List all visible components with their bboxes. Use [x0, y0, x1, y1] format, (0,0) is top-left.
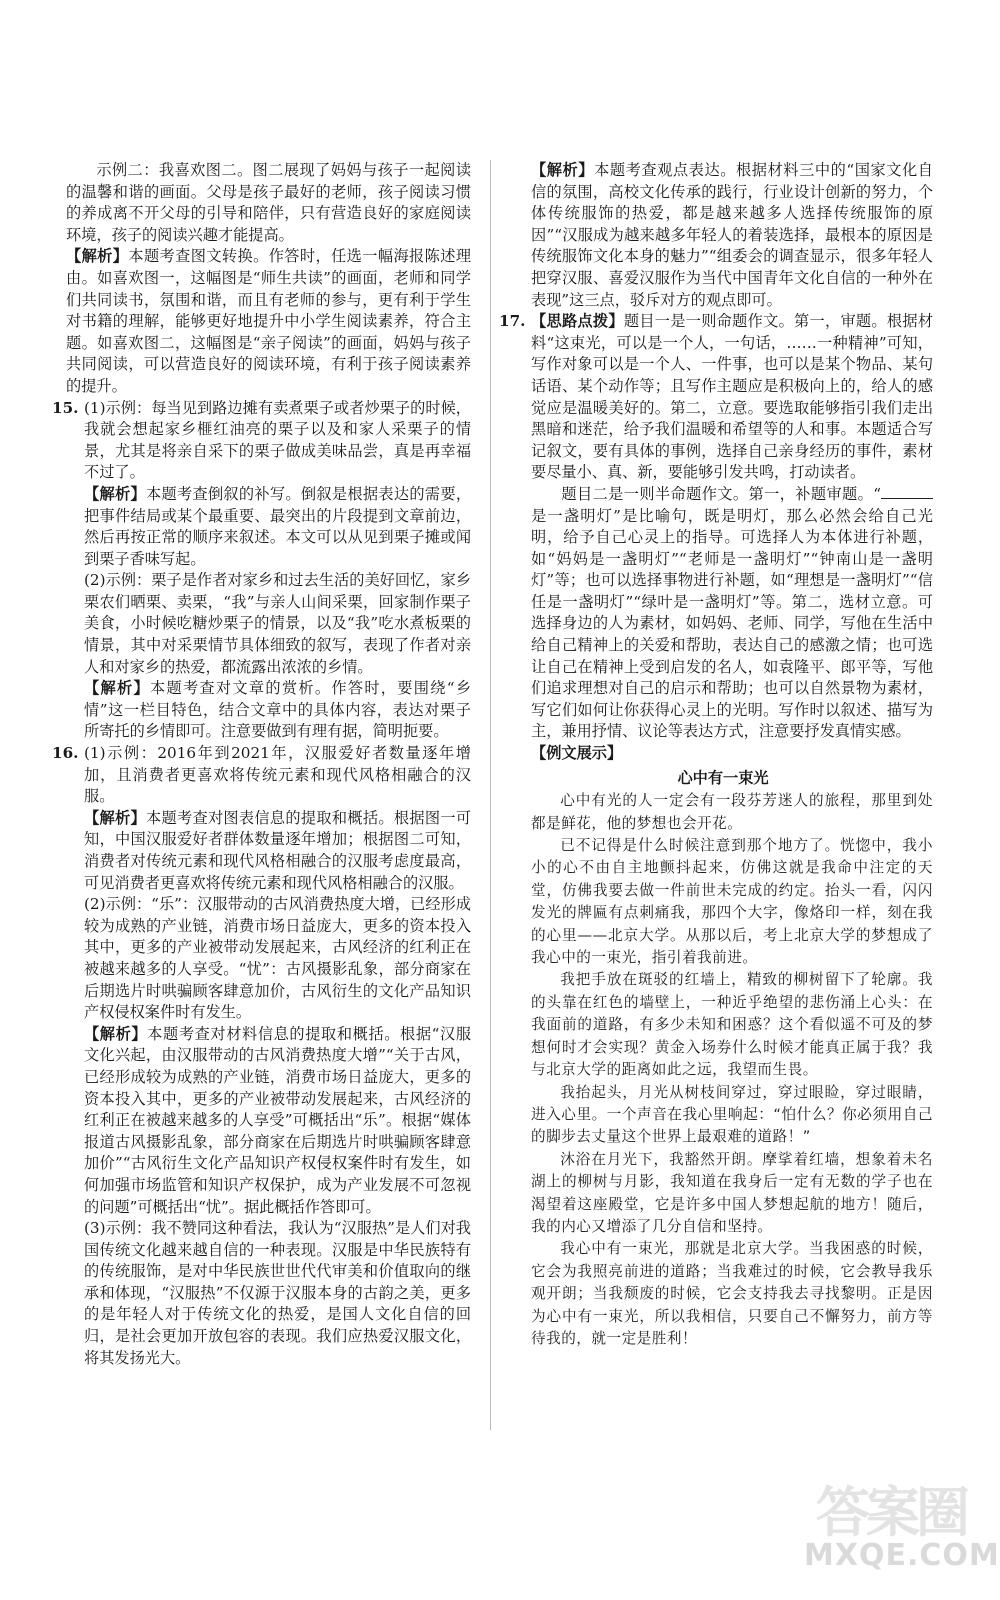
question-number: 17.: [499, 312, 526, 331]
analysis-text: 本题考查对图表信息的提取和概括。根据图一可知，中国汉服爱好者群体数量逐年增加；根据图二可知，消费者对传统元素和现代风格相融合的汉服考虑度最高，可见消费者更喜欢将传统元素和现代风格相融合的汉服。: [84, 808, 471, 892]
q15-part2-answer: (2)示例：栗子是作者对家乡和过去生活的美好回忆，家乡栗农们晒栗、卖栗，“我”与亲人山间采栗，回家制作栗子美食，小时候吃糖炒栗子的情景，以及“我”吃水煮板栗的情景，其中对采栗情节具体细致的叙写，表现了作者对亲人和对家乡的热爱，都流露出浓浓的乡情。: [84, 571, 471, 676]
essay-paragraph: 沐浴在月光下，我豁然开朗。摩挲着红墙，想象着未名湖上的柳树与月影，我知道在我身后一定有无数的学子也在渴望着这座殿堂，它是许多中国人梦想起航的地方！随后，我的内心又增添了几分自信和坚持。: [531, 1150, 933, 1235]
essay-paragraph: 我抬起头，月光从树枝间穿过，穿过眼睑，穿过眼睛，进入心里。一个声音在我心里响起：“怕什么？你必须用自己的脚步去丈量这个世界上最艰难的道路！”: [531, 1083, 933, 1146]
analysis-tag: 【解析】: [84, 808, 146, 827]
q16-part2-answer: (2)示例：“乐”：汉服带动的古风消费热度大增，已经形成较为成熟的产业链，消费市场日益庞大，更多的资本投入其中，更多的产业被带动发展起来，古风经济的红利正在被越来越多的人享受。“忧”：古风摄影乱象，部分商家在后期选片时哄骗顾客肆意加价，古风衍生的文化产品知识产权侵权案件时有发生。: [84, 895, 471, 1022]
column-divider: [490, 160, 491, 1430]
q16-part1-answer: (1)示例：2016年到2021年，汉服爱好者数量逐年增加，且消费者更喜欢将传统元素和现代风格相融合的汉服。: [84, 744, 471, 806]
analysis-text: 本题考查图文转换。作答时，任选一幅海报陈述理由。如喜欢图一，这幅图是“师生共读”的画面，老师和同学们共同读书，氛围和谐，而且有老师的参与，更有利于学生对书籍的理解，能够更好地提升中小学生阅读素养，符合主题。如喜欢图二，这幅图是“亲子阅读”的画面，妈妈与孩子共同阅读，可以营造良好的阅读环境，有利于孩子阅读素养的提升。: [66, 247, 472, 395]
handwritten-essay: [513, 790, 933, 1350]
watermark-logo: 答案圈: [816, 1481, 966, 1544]
question-16: [52, 743, 472, 1369]
watermark: [796, 1470, 1000, 1580]
q16-part3-analysis: [513, 160, 933, 311]
analysis-text: 本题考查对文章的赏析。作答时，要围绕“乡情”这一栏目特色，结合文章中的具体内容，表达对栗子所寄托的乡情即可。注意要做到有理有据，简明扼要。: [84, 679, 472, 741]
essay-paragraph: 我心中有一束光，那就是北京大学。当我困惑的时候，它会为我照亮前进的道路；当我难过的时候，它会教导我乐观开朗；当我颓废的时候，它会支持我去寻找黎明。正是因为心中有一束光，所以我相信，只要自己不懈努力，前方等待我的，就一定是胜利！: [531, 1240, 933, 1347]
watermark-url: MXQE.COM: [804, 1538, 1000, 1573]
hint-tag: 【思路点拨】: [531, 312, 624, 331]
analysis-tag: 【解析】: [84, 679, 150, 698]
left-column: [52, 160, 472, 1369]
analysis-text: 本题考查倒叙的补写。倒叙是根据表达的需要，把事件结局或某个最重要、最突出的片段提到文章前边，然后再按正常的顺序来叙述。本文可以从见到栗子摊或闻到栗子香味写起。: [84, 484, 471, 568]
analysis-tag: 【解析】: [66, 247, 129, 266]
analysis-tag: 【解析】: [84, 1024, 148, 1043]
q15-part1-answer: (1)示例：每当见到路边摊有卖煮栗子或者炒栗子的时候，我就会想起家乡榧红油亮的栗子以及和家人采栗子的情景，尤其是将亲自采下的栗子做成美味品尝，真是再幸福不过了。: [84, 398, 471, 482]
analysis-text: 本题考查对材料信息的提取和概括。根据“汉服文化兴起，由汉服带动的古风消费热度大增”“关于古风，已经形成较为成熟的产业链，消费市场日益庞大，更多的资本投入其中，更多的产业被带动发展起来，古风经济的红利正在被越来越多的人享受”可概括出“乐”。根据“媒体报道古风摄影乱象，部分商家在后期选片时哄骗顾客肆意加价”“古风衍生文化产品知识产权侵权案件时有发生，如何加强市场监管和知识产权保护，成为产业发展不可忽视的问题”可概括出“忧”。据此概括作答即可。: [84, 1024, 472, 1216]
q17-topic-two: [531, 484, 933, 743]
q15-part2-analysis: [84, 678, 471, 743]
analysis-text: 本题考查观点表达。根据材料三中的“国家文化自信的氛围，高校文化传承的践行，行业设计创新的努力，个体传统服饰的热爱，都是越来越多人选择传统服饰的原因”“汉服成为越来越多年轻人的着装选择，最根本的原因是传统服饰文化本身的魅力”“组委会的调查显示，很多年轻人把穿汉服、喜爱汉服作为当代中国青年文化自信的一种外在表现”这三点，驳斥对方的观点即可。: [531, 161, 933, 309]
essay-paragraph: 心中有光的人一定会有一段芬芳迷人的旅程，那里到处都是鲜花，他的梦想也会开花。: [531, 792, 933, 832]
question-15: [52, 398, 472, 744]
essay-title: 心中有一束光: [677, 768, 769, 787]
analysis-tag: 【解析】: [84, 484, 146, 503]
q16-part2-analysis: [84, 1024, 471, 1218]
topic-two-intro: 题目二是一则半命题作文。第一，补题审题。“: [561, 484, 881, 503]
question-17: [499, 311, 934, 764]
q15-part1-analysis: [84, 484, 471, 570]
q16-part3-answer: (3)示例：我不赞同这种看法，我认为“汉服热”是人们对我国传统文化越来越自信的一种表现。汉服是中华民族特有的传统服饰，是对中华民族世世代代审美和价值取向的继承和体现，“汉服热”不仅源于汉服本身的古韵之美，更多的是年轻人对于传统文化的热爱，是国人文化自信的回归，是社会更加开放包容的表现。我们应热爱汉服文化，将其发扬光大。: [84, 1219, 471, 1367]
fill-blank: [881, 498, 933, 499]
q17-topic-one: [531, 311, 933, 484]
essay-paragraph: 已不记得是什么时候注意到那个地方了。恍惚中，我小小的心不由自主地颤抖起来，仿佛这就是我命中注定的天堂，仿佛我要去做一件前世未完成的约定。抬头一看，闪闪发光的牌匾有点刺痛我，那四个大字，像烙印一样，刻在我的心里——北京大学。从那以后，考上北京大学的梦想成了我心中的一束光，指引着我前进。: [531, 837, 933, 967]
topic-two-text: 是一盏明灯”是比喻句，既是明灯，那么必然会给自己光明，给予自己心灵上的指导。可选择人为本体进行补题，如“妈妈是一盏明灯”“老师是一盏明灯”“钟南山是一盏明灯”等；也可以选择事物进行补题，如“理想是一盏明灯”“信任是一盏明灯”“绿叶是一盏明灯”等。第二，选材立意。可选择身边的人为素材，如妈妈、老师、同学，写他在生活中给自己精神上的关爱和帮助，表达自己的感激之情；也可选让自己在精神上受到启发的名人，如袁隆平、郎平等，写他们追求理想对自己的启示和帮助；也可以自然景物为素材，写它们如何让你获得心灵上的光明。写作时以叙述、描写为主，兼用抒情、议论等表达方式，注意要抒发真情实感。: [531, 506, 933, 741]
right-column: [499, 160, 934, 1350]
hint-text: 题目一是一则命题作文。第一，审题。根据材料“这束光，可以是一个人，一句话，……一种精神”可知，写作对象可以是一个人、一件事，也可以是某个物品、某句话语、某个动作等；且写作主题应是积极向上的，给人的感觉应是温暖美好的。第二，立意。要选取能够指引我们走出黑暗和迷茫，给予我们温暖和希望等的人和事。本题适合写记叙文，要有具体的事例，选择自己亲身经历的事件，素材要尽量小、真、新，要能够引发共鸣，打动读者。: [531, 312, 934, 482]
q16-part1-analysis: [84, 808, 471, 894]
question-number: 15.: [52, 398, 79, 417]
example-essay-tag: 【例文展示】: [531, 744, 623, 763]
essay-paragraph: 我把手放在斑驳的红墙上，精致的柳树留下了轮廓。我的头靠在红色的墙壁上，一种近乎绝望的悲伤涌上心头：在我面前的道路，有多少未知和困惑？这个看似遥不可及的梦想何时才会实现？黄金入场券什么时候才能真正属于我？我与北京大学的距离如此之远，我望而生畏。: [531, 971, 933, 1079]
analysis-tag: 【解析】: [531, 161, 595, 179]
analysis-paragraph: [66, 246, 471, 397]
answer-example-two: 示例二：我喜欢图二。图二展现了妈妈与孩子一起阅读的温馨和谐的画面。父母是孩子最好的老师，孩子阅读习惯的养成离不开父母的引导和陪伴，只有营造良好的家庭阅读环境，孩子的阅读兴趣才能提高。: [66, 161, 471, 244]
question-number: 16.: [52, 744, 79, 763]
